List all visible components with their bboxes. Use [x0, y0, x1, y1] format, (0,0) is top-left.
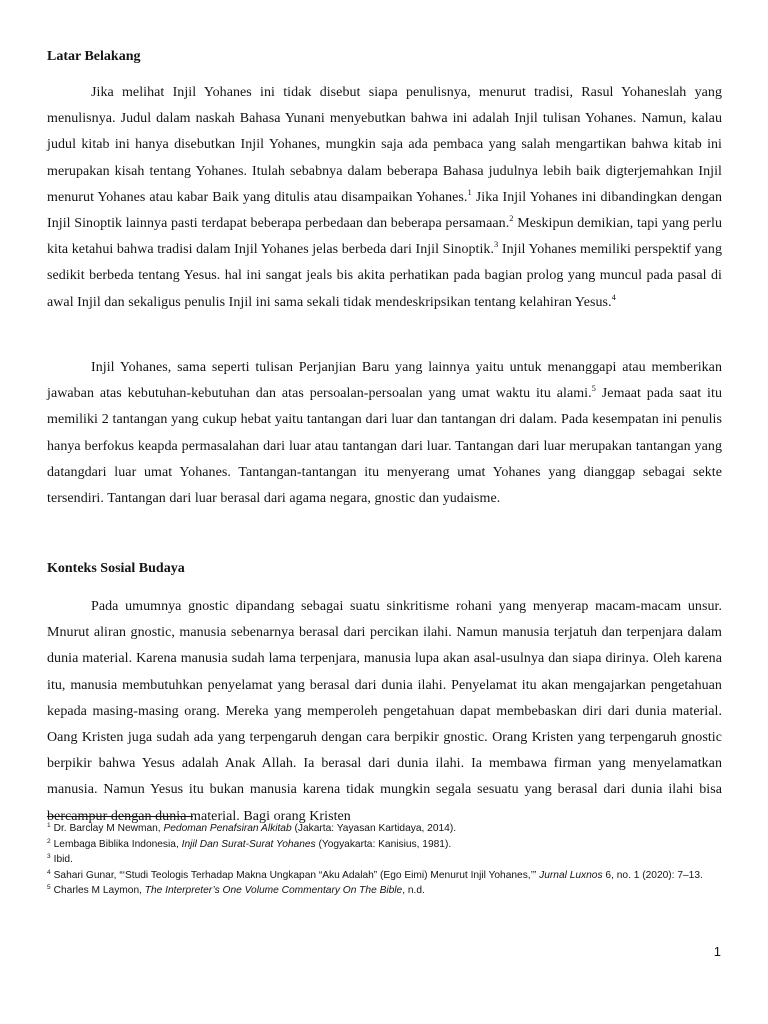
- footnote-number: 2: [47, 837, 51, 845]
- page-number: 1: [713, 944, 721, 959]
- footnote-title: The Interpreter’s One Volume Commentary On The Bible: [144, 885, 403, 897]
- footnote-reference[interactable]: 3: [494, 239, 499, 250]
- paragraph-text: Jika Injil Yohanes ini dibandingkan dengan Injil Sinoptik lainnya pasti terdapat beberapa perbedaan dan beberapa persamaan.: [47, 189, 723, 232]
- footnote-number: 3: [47, 853, 51, 861]
- section-heading-konteks-sosial-budaya: Konteks Sosial Budaya: [47, 561, 185, 576]
- footnote-reference[interactable]: 1: [467, 186, 472, 197]
- footnote-text: 6, no. 1 (2020): 7–13.: [602, 869, 703, 881]
- paragraph-text: Injil Yohanes memiliki perspektif yang sedikit berbeda tentang Yesus. hal ini sangat jeals bis akita perhatikan pada bagian prolog yang muncul pada pasal di awal Injil dan sekaligus penulis Injil ini sama sekali tidak mendeskripsikan tentang kelahiran Yesus.: [47, 242, 722, 310]
- footnote-title: Jurnal Luxnos: [539, 869, 603, 881]
- paragraph: [47, 80, 722, 316]
- paragraph: [47, 594, 722, 830]
- footnote-separator: [47, 816, 193, 817]
- paragraph-text: Jika melihat Injil Yohanes ini tidak disebut siapa penulisnya, menurut tradisi, Rasul Yohaneslah yang menulisnya. Judul dalam naskah Bahasa Yunani menyebutkan bahwa ini adalah Injil tulisan Yohanes. Namun, kalau judul kitab ini hanya disebutkan Injil Yohanes, mungkin saja ada pembaca yang salah mengartikan bahwa kitab ini merupakan kisah tentang Yohanes. Itulah sebabnya dalam beberapa Bahasa judulnya lebih baik digterjemahkan Injil menurut Yohanes atau kabar Baik yang ditulis atau disampaikan Yohanes.: [47, 85, 722, 205]
- footnote-number: 1: [47, 822, 51, 829]
- paragraph-text: Jemaat pada saat itu memiliki 2 tantangan yang cukup hebat yaitu tantangan dari luar dan tantangan dri dalam. Pada kesempatan ini penulis hanya berfokus keapda permasalahan dari luar atau tantangan dari luar. Tantangan dari luar merupakan tantangan yang datangdari luar umat Yohanes. Tantangan-tantangan itu menyerang umat Yohanes yang dianggap sebagai sekte tersendiri. Tantangan dari luar berasal dari agama negara, gnostic dan yudaisme.: [47, 386, 722, 507]
- footnote-text: Lembaga Biblika Indonesia,: [53, 838, 182, 850]
- footnote-item: [47, 884, 722, 898]
- footnote-text: Dr. Barclay M Newman,: [53, 823, 164, 834]
- footnote-item: [47, 869, 722, 883]
- footnote-text: (Yogyakarta: Kanisius, 1981).: [315, 838, 452, 850]
- paragraph: [47, 355, 722, 512]
- footnote-title: Injil Dan Surat-Surat Yohanes: [181, 838, 316, 850]
- footnote-reference[interactable]: 5: [591, 383, 596, 394]
- footnote-item: [47, 838, 722, 852]
- footnote-text: , n.d.: [402, 885, 425, 897]
- paragraph-text: Pada umumnya gnostic dipandang sebagai suatu sinkritisme rohani yang menyerap macam-macam unsur. Mnurut aliran gnostic, manusia sebenarnya berasal dari percikan ilahi. Namun manusia terjatuh dan terpenjara dalam dunia material. Karena manusia sudah lama terpenjara, manusia lupa akan asal-usulnya dan siapa dirinya. Oleh karena itu, manusia membutuhkan penyelamat yang berasal dari dunia ilahi. Penyelamat itu akan mengajarkan pengetahuan kepada masing-masing orang. Mereka yang memperoleh pengetahuan dapat membebaskan diri dari dunia material. Oang Kristen juga sudah ada yang terpengaruh dengan cara berpikir gnostic. Orang Kristen yang terpengaruh gnostic berpikir bahwa Yesus adalah Anak Allah. Ia berasal dari dunia ilahi. Ia membawa firman yang menyelamatkan manusia. Namun Yesus itu bukan manusia karena tidak mungkin segala sesuatu yang berasal dari dunia ilahi bisa bercampur dengan dunia material. Bagi orang Kristen: [47, 599, 722, 824]
- footnote-reference[interactable]: 2: [509, 213, 514, 224]
- footnote-text: Sahari Gunar, “‘Studi Teologis Terhadap Makna Ungkapan “Aku Adalah” (Ego Eimi) Menurut Injil Yohanes,’”: [53, 869, 540, 881]
- footnote-text: Ibid.: [53, 854, 73, 866]
- paragraph-text: Injil Yohanes, sama seperti tulisan Perjanjian Baru yang lainnya yaitu untuk menanggapi atau memberikan jawaban atas kebutuhan-kebutuhan dan atas persoalan-persoalan yang umat waktu itu alami.: [47, 360, 722, 402]
- footnote-reference[interactable]: 4: [611, 291, 616, 302]
- footnotes-list: [47, 822, 722, 900]
- footnote-title: Pedoman Penafsiran Alkitab: [163, 823, 292, 834]
- footnote-text: (Jakarta: Yayasan Kartidaya, 2014).: [291, 823, 457, 834]
- footnote-item: [47, 853, 722, 867]
- paragraph-text: Meskipun demikian, tapi yang perlu kita ketahui bahwa tradisi dalam Injil Yohanes jelas berbeda dari Injil Sinoptik.: [47, 216, 722, 258]
- footnote-number: 5: [47, 884, 51, 892]
- footnote-number: 4: [47, 868, 51, 876]
- footnote-text: Charles M Laymon,: [53, 885, 145, 897]
- footnote-item: [47, 822, 722, 836]
- section-heading-latar-belakang: Latar Belakang: [47, 49, 141, 64]
